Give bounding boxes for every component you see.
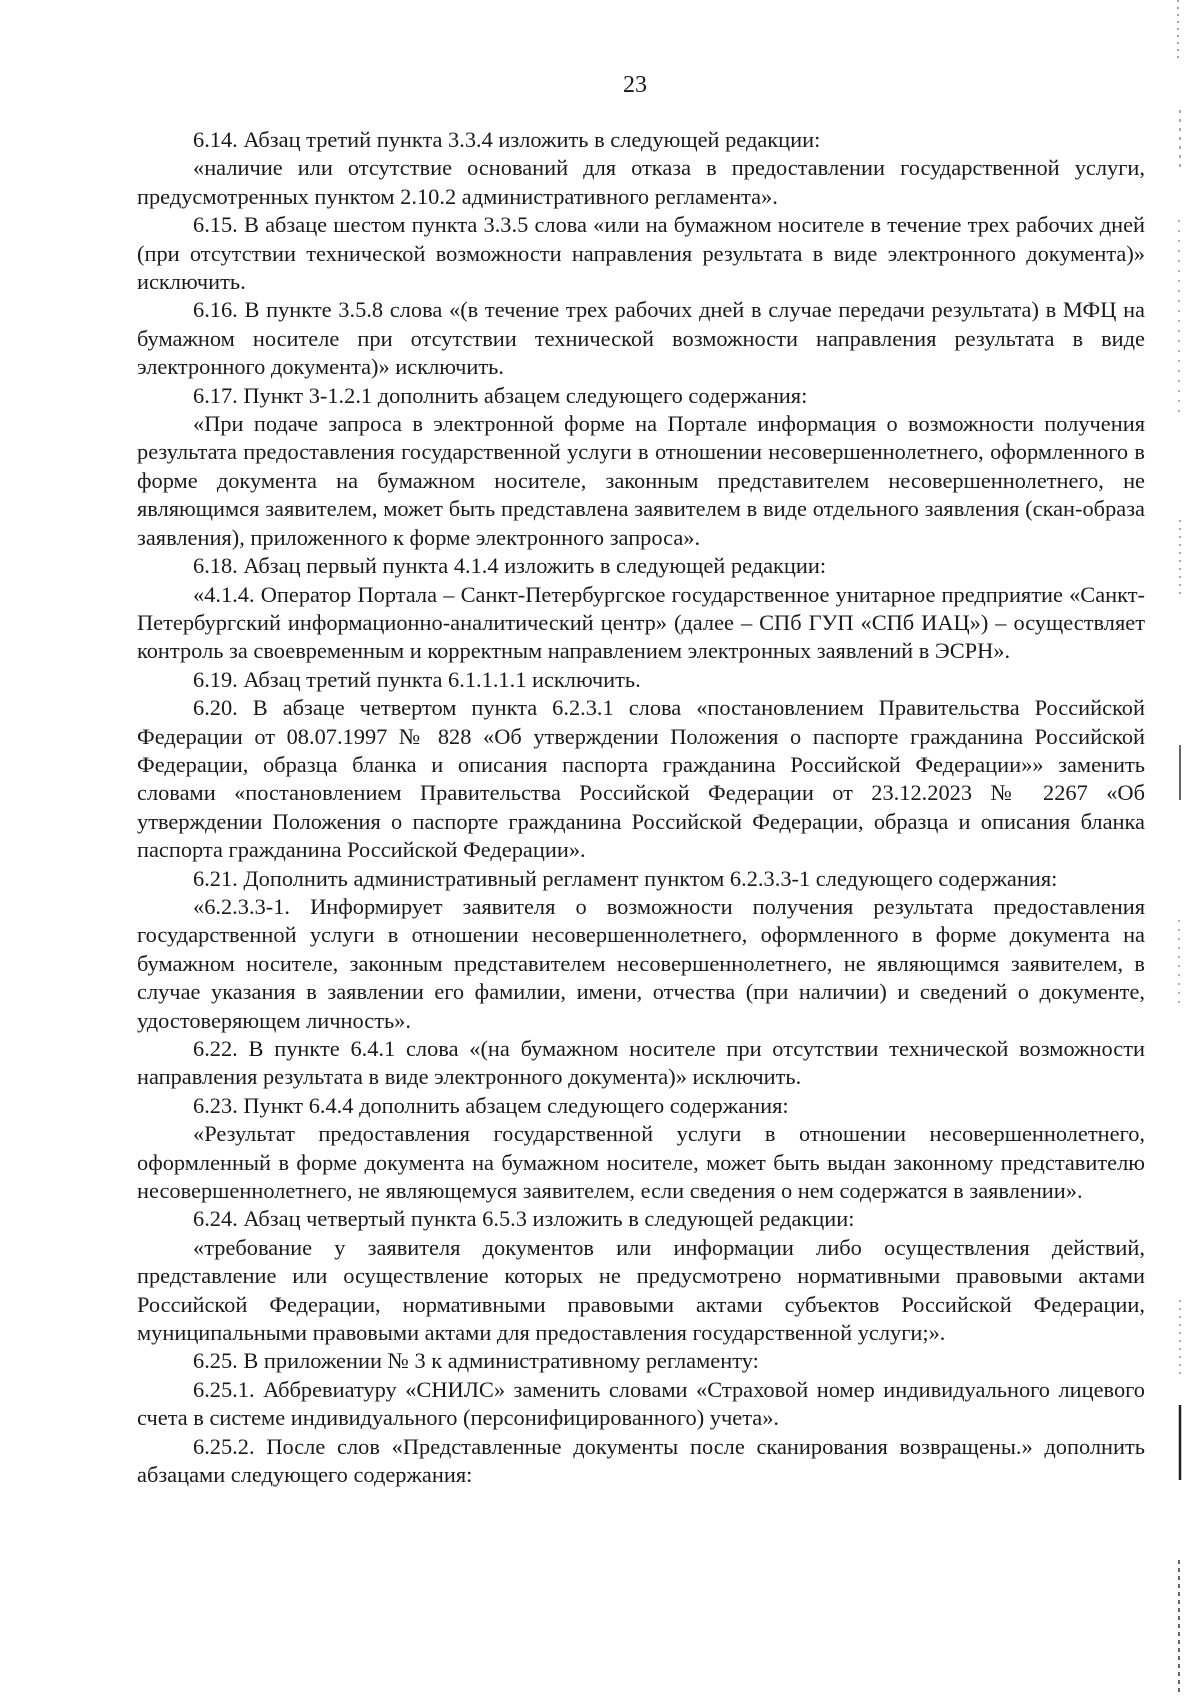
paragraph: 6.17. Пункт 3-1.2.1 дополнить абзацем следующего содержания: <box>193 382 808 408</box>
paragraph: 6.21. Дополнить административный регламент пунктом 6.2.3.3-1 следующего содержания: <box>193 865 1058 891</box>
paragraph: 6.25. В приложении № 3 к административному регламенту: <box>193 1348 759 1374</box>
paragraph: «Результат предоставления государственной услуги в отношении несовершеннолетнего, оформленный в форме документа на бумажном носителе, может быть выдан законному представителю несовершеннолетнего, не являющемуся заявителем, если сведения о нем содержатся в заявлении». <box>137 1121 1145 1204</box>
paragraph: «наличие или отсутствие оснований для отказа в предоставлении государственной услуги, предусмотренных пунктом 2.10.2 административного регламента». <box>137 155 1145 209</box>
paragraph: 6.25.2. После слов «Представленные документы после сканирования возвращены.» дополнить абзацами следующего содержания: <box>137 1433 1145 1488</box>
paragraph: «4.1.4. Оператор Портала – Санкт-Петербургское государственное унитарное предприятие «Санкт-Петербургский информационно-аналитический центр» (далее – СПб ГУП «СПб ИАЦ») – осуществляет контроль за своевременным и корректным направлением электронных заявлений в ЭСРН». <box>137 581 1145 664</box>
paragraph: 6.22. В пункте 6.4.1 слова «(на бумажном носителе при отсутствии технической возможности направления результата в виде электронного документа)» исключить. <box>137 1036 1145 1090</box>
paragraph: 6.24. Абзац четвертый пункта 6.5.3 изложить в следующей редакции: <box>193 1206 855 1232</box>
paragraph: «требование у заявителя документов или информации либо осуществления действий, представление или осуществление которых не предусмотрено нормативными правовыми актами Российской Федерации, нормативными правовыми актами субъектов Российской Федерации, муниципальными правовыми актами для предоставления государственной услуги;». <box>137 1234 1145 1346</box>
paragraph: 6.23. Пункт 6.4.4 дополнить абзацем следующего содержания: <box>193 1092 789 1118</box>
paragraph: «При подаче запроса в электронной форме на Портале информация о возможности получения результата предоставления государственной услуги в отношении несовершеннолетнего, оформленного в форме документа на бумажном носителе, законным представителем несовершеннолетнего, не являющимся заявителем, может быть представлена заявителем в виде отдельного заявления (скан-образа заявления), приложенного к форме электронного запроса». <box>137 411 1145 550</box>
scan-edge-marks <box>1168 0 1200 1696</box>
paragraph: 6.14. Абзац третий пункта 3.3.4 изложить в следующей редакции: <box>193 127 821 152</box>
paragraph: 6.25.1. Аббревиатуру «СНИЛС» заменить словами «Страховой номер индивидуального лицевого счета в системе индивидуального (персонифицированного) учета». <box>137 1376 1145 1431</box>
paragraph: 6.19. Абзац третий пункта 6.1.1.1.1 исключить. <box>193 666 641 692</box>
paragraph: 6.20. В абзаце четвертом пункта 6.2.3.1 слова «постановлением Правительства Российской Федерации от 08.07.1997 № 828 «Об утверждении Положения о паспорте гражданина Российской Федерации, образца бланка и описания паспорта гражданина Российской Федерации»» заменить словами «постановлением Правительства Российской Федерации от 23.12.2023 № 2267 «Об утверждении Положения о паспорте гражданина Российской Федерации, образца и описания бланка паспорта гражданина Российской Федерации». <box>137 695 1145 863</box>
document-body <box>137 126 1145 1490</box>
paragraph: 6.15. В абзаце шестом пункта 3.3.5 слова «или на бумажном носителе в течение трех рабочих дней (при отсутствии технической возможности направления результата в виде электронного документа)» исключить. <box>137 212 1145 295</box>
paragraph: 6.18. Абзац первый пункта 4.1.4 изложить в следующей редакции: <box>193 553 827 579</box>
page-number: 23 <box>623 72 647 98</box>
paragraph: «6.2.3.3-1. Информирует заявителя о возможности получения результата предоставления государственной услуги в отношении несовершеннолетнего, оформленного в форме документа на бумажном носителе, законным представителем несовершеннолетнего, не являющимся заявителем, в случае указания в заявлении его фамилии, имени, отчества (при наличии) и сведений о документе, удостоверяющем личность». <box>137 893 1145 1033</box>
paragraph: 6.16. В пункте 3.5.8 слова «(в течение трех рабочих дней в случае передачи результата) в МФЦ на бумажном носителе при отсутствии технической возможности направления результата в виде электронного документа)» исключить. <box>137 297 1145 380</box>
